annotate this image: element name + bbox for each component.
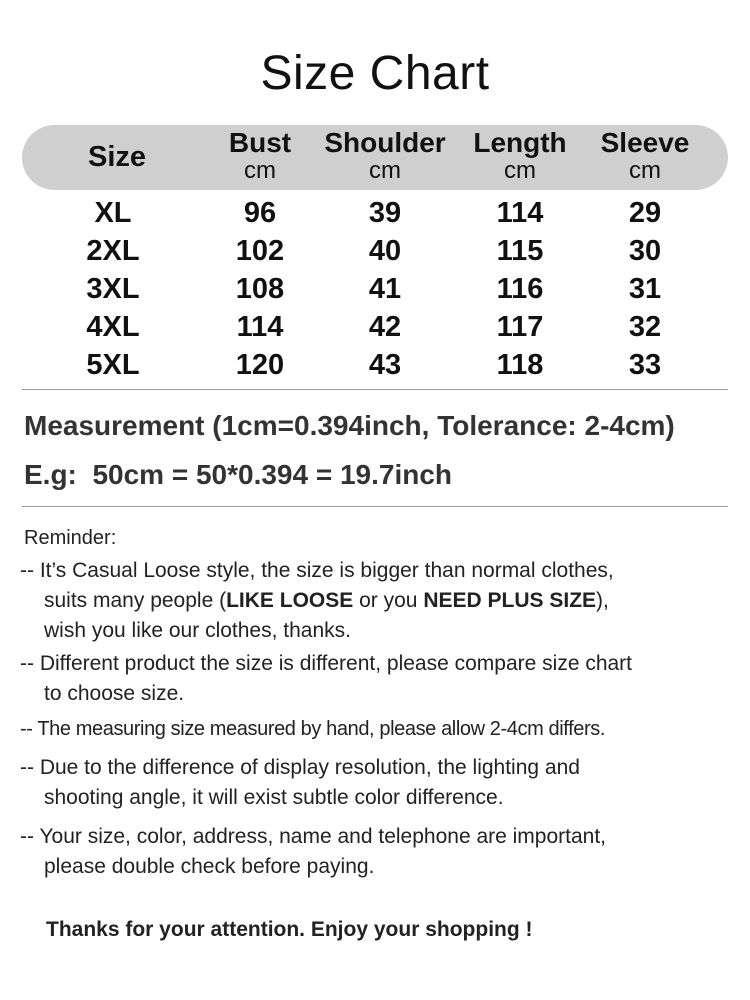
- cell-shoulder: 40: [368, 235, 402, 267]
- header-sleeve-unit: cm: [629, 157, 661, 184]
- cell-length: 115: [496, 235, 544, 267]
- reminder-line: to choose size.: [44, 682, 185, 705]
- cell-bust: 120: [235, 349, 285, 381]
- cell-length: 117: [496, 311, 544, 343]
- reminder-line: -- It’s Casual Loose style, the size is bigger than normal clothes,: [20, 559, 614, 582]
- reminder-line: wish you like our clothes, thanks.: [44, 619, 351, 642]
- cell-length: 114: [496, 197, 544, 229]
- cell-length: 118: [496, 349, 544, 381]
- reminder-text: suits many people (: [44, 589, 227, 612]
- reminder-item: [20, 649, 735, 709]
- table-row: [0, 346, 750, 384]
- cell-bust: 114: [236, 311, 284, 343]
- cell-sleeve: 31: [628, 273, 662, 305]
- cell-sleeve: 30: [628, 235, 662, 267]
- divider: [22, 506, 728, 507]
- cell-sleeve: 33: [628, 349, 662, 381]
- header-bust: [210, 128, 310, 184]
- reminder-line: please double check before paying.: [44, 855, 375, 878]
- header-length-label: Length: [473, 127, 567, 158]
- header-sleeve-label: Sleeve: [600, 127, 690, 158]
- reminder-line: shooting angle, it will exist subtle color difference.: [44, 786, 504, 809]
- table-row: [0, 270, 750, 308]
- thanks-message: Thanks for your attention. Enjoy your shopping !: [46, 918, 533, 941]
- header-length-unit: cm: [504, 157, 536, 184]
- table-row: [0, 194, 750, 232]
- header-bust-unit: cm: [244, 157, 276, 184]
- reminder-line: -- The measuring size measured by hand, please allow 2-4cm differs.: [20, 718, 605, 740]
- header-shoulder-label: Shoulder: [324, 127, 446, 158]
- cell-bust: 96: [243, 197, 277, 229]
- cell-sleeve: 29: [628, 197, 662, 229]
- table-row: [0, 308, 750, 346]
- cell-bust: 108: [235, 273, 285, 305]
- reminder-line: [20, 586, 735, 616]
- cell-shoulder: 42: [368, 311, 402, 343]
- cell-shoulder: 39: [368, 197, 402, 229]
- cell-size: 4XL: [86, 311, 140, 343]
- reminder-item: [20, 714, 735, 744]
- reminder-text: ),: [596, 589, 609, 612]
- reminder-line: -- Your size, color, address, name and telephone are important,: [20, 825, 607, 848]
- reminder-item: [20, 556, 735, 646]
- cell-size: XL: [94, 197, 132, 229]
- header-bust-label: Bust: [228, 127, 292, 158]
- header-sleeve: [595, 128, 695, 184]
- emphasis-need-plus-size: NEED PLUS SIZE: [423, 589, 597, 612]
- cell-length: 116: [496, 273, 544, 305]
- header-shoulder-unit: cm: [369, 157, 401, 184]
- divider: [22, 389, 728, 390]
- header-length: [465, 128, 575, 184]
- header-shoulder: [320, 128, 450, 184]
- measurement-note: Measurement (1cm=0.394inch, Tolerance: 2-4cm): [24, 410, 675, 441]
- cell-size: 5XL: [86, 349, 140, 381]
- reminder-text: or you: [353, 589, 424, 612]
- reminder-line: -- Different product the size is different, please compare size chart: [20, 652, 633, 675]
- page-title: Size Chart: [260, 47, 490, 100]
- conversion-example: E.g: 50cm = 50*0.394 = 19.7inch: [24, 459, 453, 490]
- emphasis-like-loose: LIKE LOOSE: [226, 589, 354, 612]
- reminder-item: [20, 753, 735, 813]
- cell-sleeve: 32: [628, 311, 662, 343]
- reminder-line: -- Due to the difference of display resolution, the lighting and: [20, 756, 580, 779]
- cell-shoulder: 43: [368, 349, 402, 381]
- reminder-heading: Reminder:: [24, 527, 117, 549]
- header-size: Size: [87, 141, 147, 173]
- reminder-item: [20, 822, 735, 882]
- cell-bust: 102: [235, 235, 285, 267]
- cell-size: 3XL: [86, 273, 140, 305]
- cell-size: 2XL: [86, 235, 140, 267]
- table-row: [0, 232, 750, 270]
- cell-shoulder: 41: [368, 273, 402, 305]
